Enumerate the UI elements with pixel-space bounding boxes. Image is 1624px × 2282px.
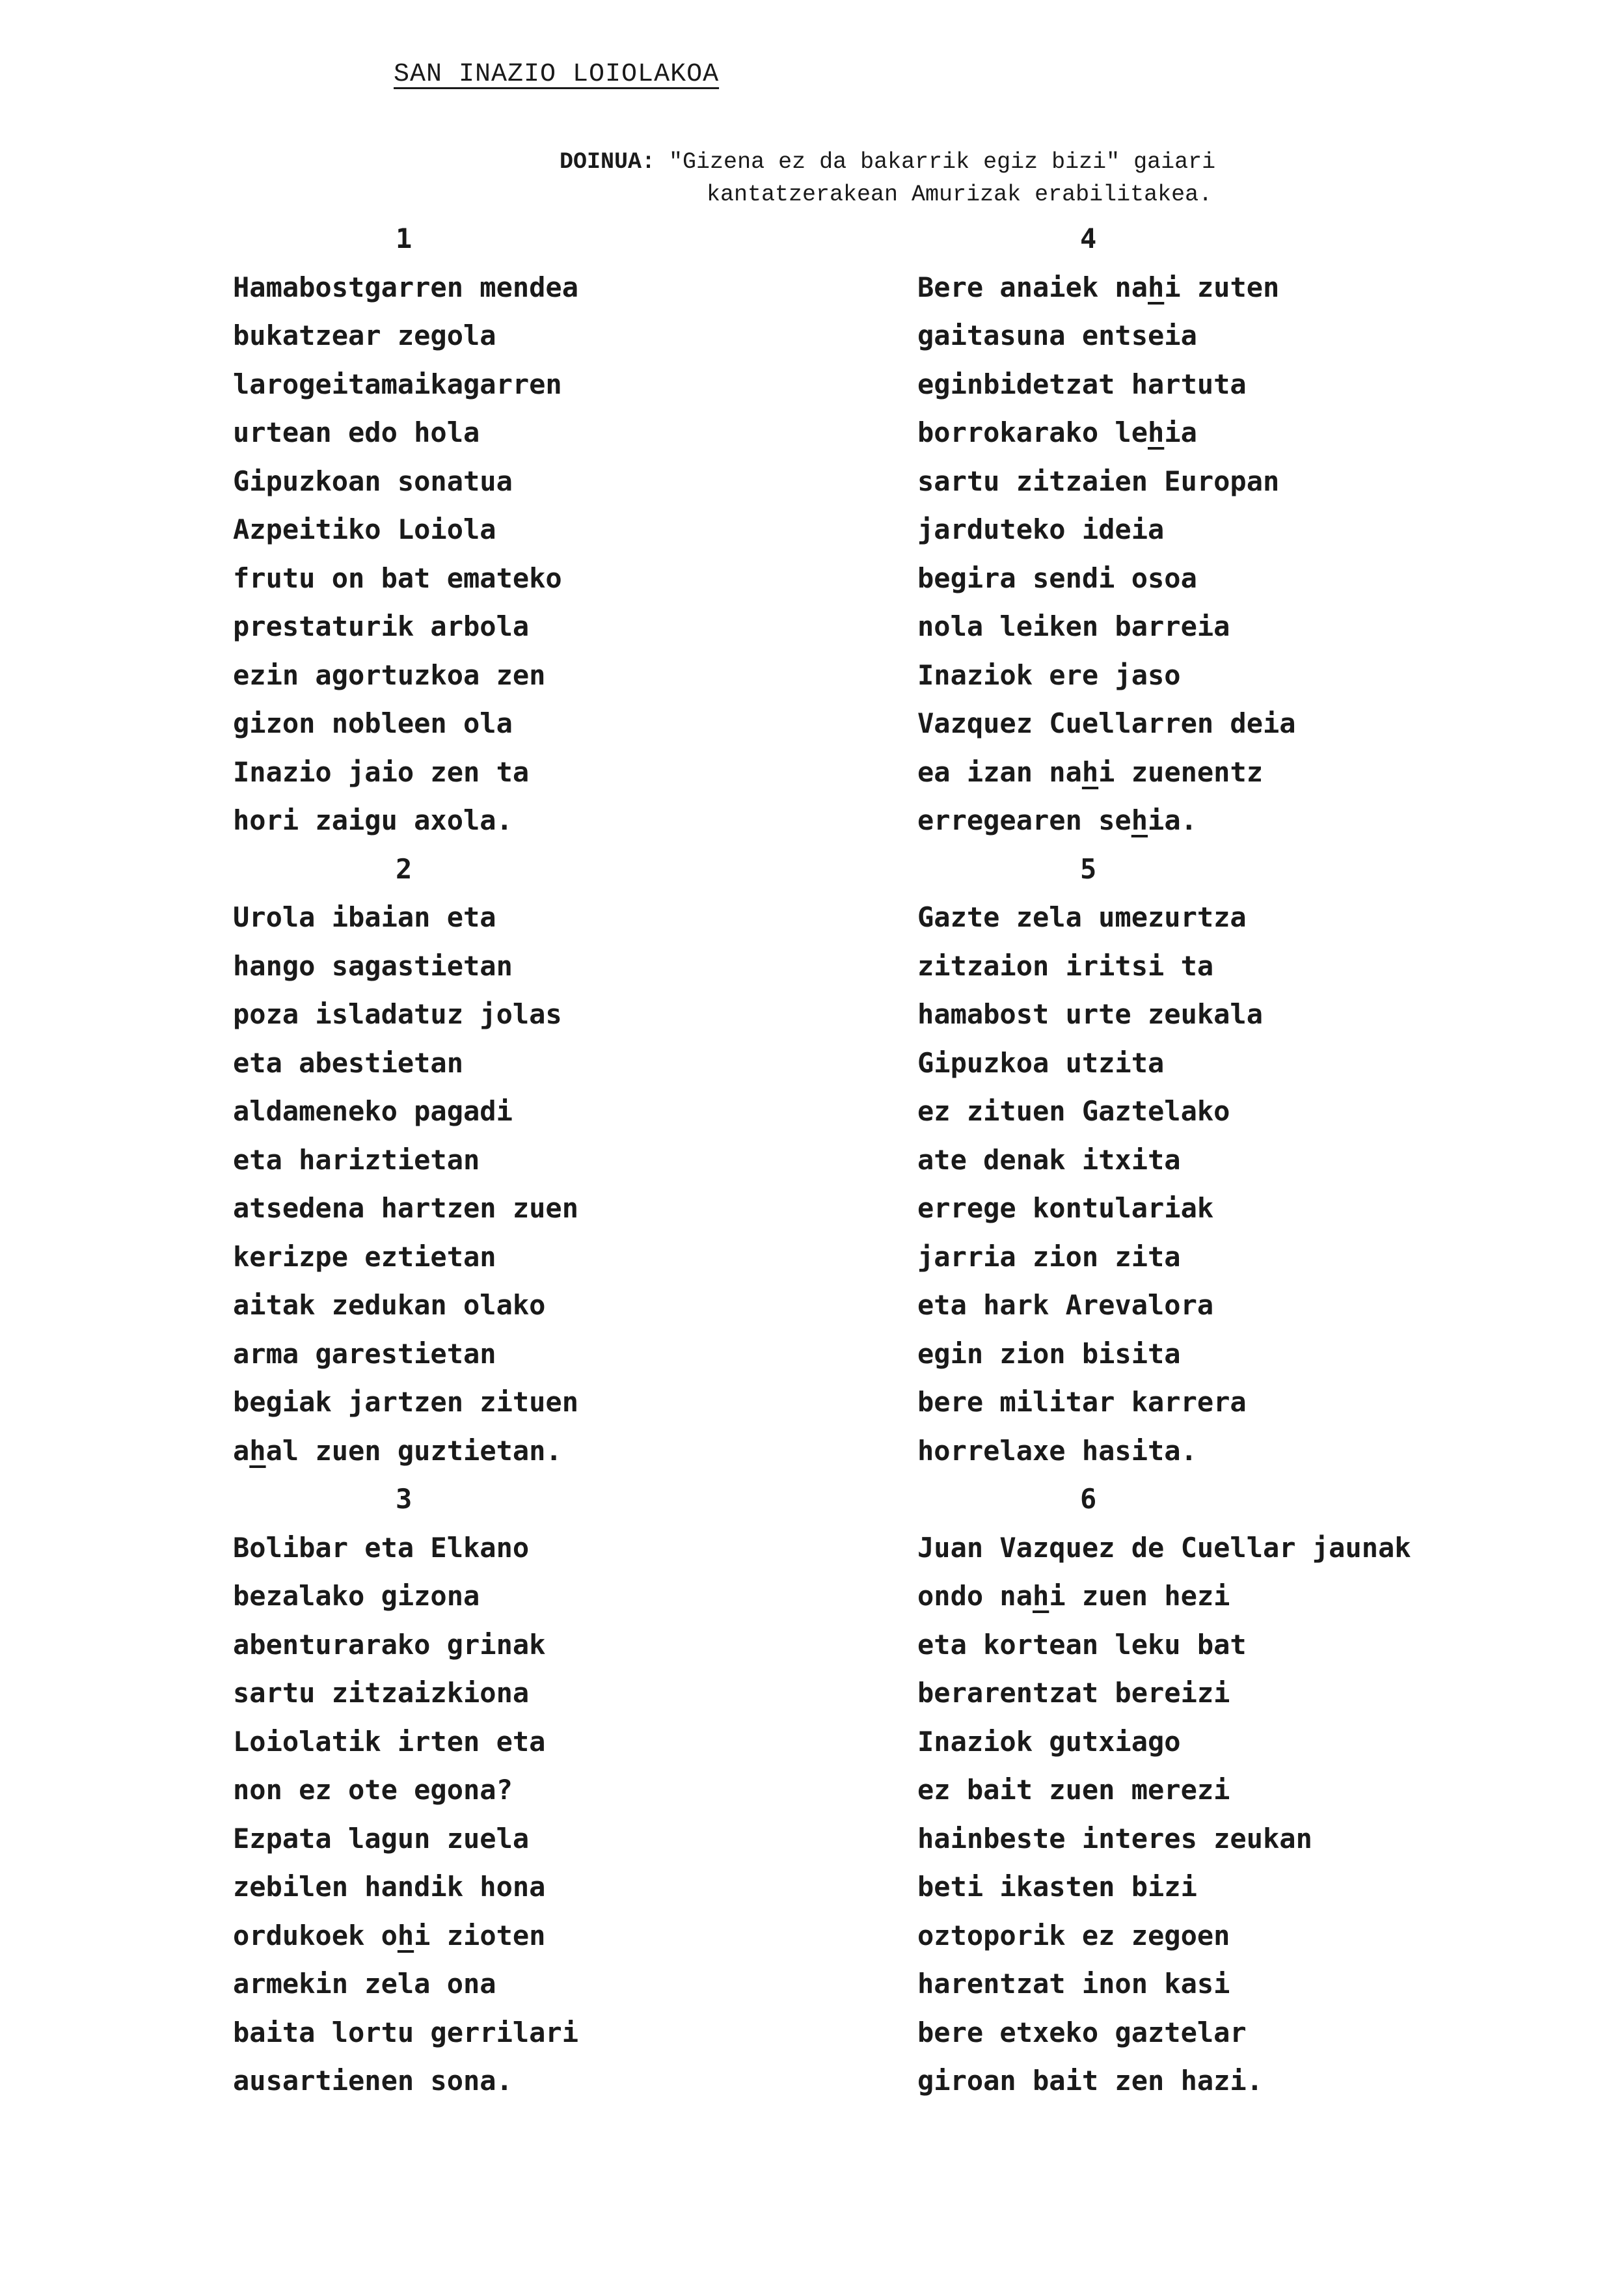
verse-line: horrelaxe hasita. bbox=[917, 1434, 1197, 1467]
verse-line: Azpeitiko Loiola bbox=[233, 513, 496, 545]
verse-line: Loiolatik irten eta bbox=[233, 1725, 546, 1758]
verse-line: baita lortu gerrilari bbox=[233, 2016, 579, 2048]
verse-line: bukatzear zegola bbox=[233, 319, 496, 351]
verse-line: hainbeste interes zeukan bbox=[917, 1822, 1312, 1854]
verse-line: ordukoek ohi zioten bbox=[233, 1919, 546, 1951]
verse-line: beti ikasten bizi bbox=[917, 1871, 1197, 1903]
verse-line: Urola ibaian eta bbox=[233, 901, 496, 933]
verse-line: ezin agortuzkoa zen bbox=[233, 659, 546, 691]
verse-line: atsedena hartzen zuen bbox=[233, 1192, 579, 1224]
verse-line: erregearen sehia. bbox=[917, 804, 1197, 836]
verse-line: ea izan nahi zuenentz bbox=[917, 755, 1264, 788]
verse-line: Inazio jaio zen ta bbox=[233, 755, 530, 788]
verse-line: Juan Vazquez de Cuellar jaunak bbox=[917, 1531, 1411, 1564]
verse-line: Gazte zela umezurtza bbox=[917, 901, 1247, 933]
verse-line: Ezpata lagun zuela bbox=[233, 1822, 530, 1854]
verse-line: bezalako gizona bbox=[233, 1580, 480, 1612]
page-title: SAN INAZIO LOIOLAKOA bbox=[394, 60, 720, 89]
verse-line: Hamabostgarren mendea bbox=[233, 271, 579, 303]
verse-line: Vazquez Cuellarren deia bbox=[917, 707, 1296, 739]
verse-line: gizon nobleen ola bbox=[233, 707, 513, 739]
verse-line: frutu on bat emateko bbox=[233, 562, 562, 594]
verse-line: Inaziok ere jaso bbox=[917, 659, 1181, 691]
verse-line: begiak jartzen zituen bbox=[233, 1386, 579, 1418]
verse-line: bere etxeko gaztelar bbox=[917, 2016, 1247, 2048]
verse-line: bere militar karrera bbox=[917, 1386, 1247, 1418]
verse-line: abenturarako grinak bbox=[233, 1628, 546, 1661]
verse-line: aldameneko pagadi bbox=[233, 1095, 513, 1127]
verse-line: hango sagastietan bbox=[233, 949, 513, 982]
stanza-number: 6 bbox=[1080, 1483, 1097, 1515]
verse-line: egin zion bisita bbox=[917, 1337, 1181, 1370]
melody-line-1: "Gizena ez da bakarrik egiz bizi" gaiari bbox=[669, 149, 1216, 175]
melody-label: DOINUA: bbox=[560, 149, 656, 175]
verse-line: berarentzat bereizi bbox=[917, 1677, 1230, 1709]
verse-line: eta hariztietan bbox=[233, 1143, 480, 1176]
verse-line: larogeitamaikagarren bbox=[233, 368, 562, 400]
verse-line: ondo nahi zuen hezi bbox=[917, 1580, 1230, 1612]
verse-line: gaitasuna entseia bbox=[917, 319, 1197, 351]
verse-line: prestaturik arbola bbox=[233, 610, 530, 642]
verse-line: ausartienen sona. bbox=[233, 2065, 513, 2097]
verse-line: eta abestietan bbox=[233, 1046, 464, 1079]
verse-line: hamabost urte zeukala bbox=[917, 998, 1264, 1030]
verse-line: harentzat inon kasi bbox=[917, 1968, 1230, 2000]
verse-line: nola leiken barreia bbox=[917, 610, 1230, 642]
right-column bbox=[917, 215, 1601, 2106]
verse-line: Bolibar eta Elkano bbox=[233, 1531, 530, 1564]
verse-line: zebilen handik hona bbox=[233, 1871, 546, 1903]
verse-line: eginbidetzat hartuta bbox=[917, 368, 1247, 400]
verse-line: giroan bait zen hazi. bbox=[917, 2065, 1264, 2097]
verse-line: arma garestietan bbox=[233, 1337, 496, 1370]
verse-line: ahal zuen guztietan. bbox=[233, 1434, 562, 1467]
verse-line: sartu zitzaizkiona bbox=[233, 1677, 530, 1709]
verse-line: poza isladatuz jolas bbox=[233, 998, 562, 1030]
verse-line: hori zaigu axola. bbox=[233, 804, 513, 836]
verse-line: jarduteko ideia bbox=[917, 513, 1165, 545]
verse-line: Bere anaiek nahi zuten bbox=[917, 271, 1280, 303]
stanza-number: 2 bbox=[396, 852, 413, 885]
verse-line: non ez ote egona? bbox=[233, 1774, 513, 1806]
verse-line: kerizpe eztietan bbox=[233, 1240, 496, 1273]
verse-line: Inaziok gutxiago bbox=[917, 1725, 1181, 1758]
melody-line-2: kantatzerakean Amurizak erabilitakea. bbox=[707, 182, 1213, 208]
stanza-number: 1 bbox=[396, 223, 413, 254]
verse-line: eta kortean leku bat bbox=[917, 1628, 1247, 1661]
verse-line: ez zituen Gaztelako bbox=[917, 1095, 1230, 1127]
verse-line: Gipuzkoa utzita bbox=[917, 1046, 1165, 1079]
verse-line: errege kontulariak bbox=[917, 1192, 1214, 1224]
verse-line: borrokarako lehia bbox=[917, 416, 1197, 448]
verse-line: ate denak itxita bbox=[917, 1143, 1181, 1176]
melody-note bbox=[560, 146, 1215, 211]
verse-line: sartu zitzaien Europan bbox=[917, 465, 1280, 497]
verse-line: Gipuzkoan sonatua bbox=[233, 465, 513, 497]
verse-line: oztoporik ez zegoen bbox=[917, 1919, 1230, 1951]
stanza-number: 5 bbox=[1080, 852, 1097, 885]
verse-line: urtean edo hola bbox=[233, 416, 480, 448]
verse-line: aitak zedukan olako bbox=[233, 1289, 546, 1321]
stanza-number: 3 bbox=[396, 1483, 413, 1515]
verse-line: eta hark Arevalora bbox=[917, 1289, 1214, 1321]
verse-line: begira sendi osoa bbox=[917, 562, 1197, 594]
stanza-number: 4 bbox=[1080, 223, 1097, 254]
verse-line: jarria zion zita bbox=[917, 1240, 1181, 1273]
verse-line: ez bait zuen merezi bbox=[917, 1774, 1230, 1806]
verse-line: armekin zela ona bbox=[233, 1968, 496, 2000]
verse-line: zitzaion iritsi ta bbox=[917, 949, 1214, 982]
left-column bbox=[233, 215, 916, 2106]
